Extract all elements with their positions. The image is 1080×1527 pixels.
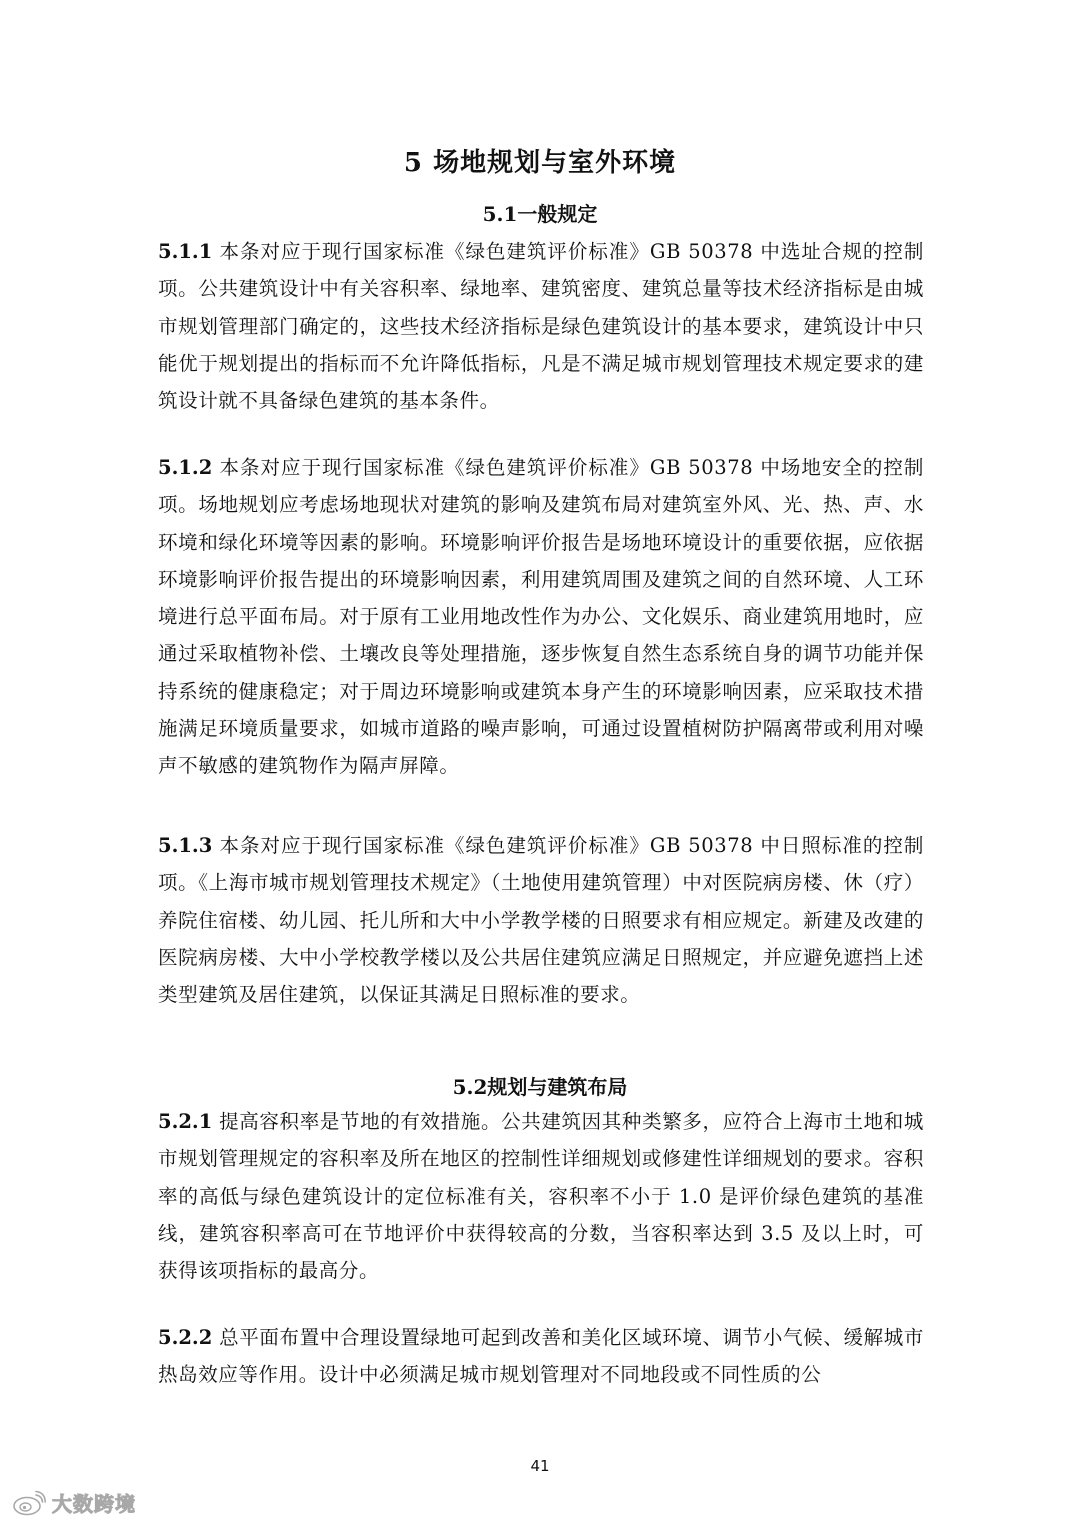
clause-text: 本条对应于现行国家标准《绿色建筑评价标准》GB 50378 中场地安全的控制项。场地规划应考虑场地现状对建筑的影响及建筑布局对建筑室外风、光、热、声、水环境和绿化环境等因素的影响。环境影响评价报告是场地环境设计的重要依据，应依据环境影响评价报告提出的环境影响因素，利用建筑周围及建筑之间的自然环境、人工环境进行总平面布局。对于原有工业用地改性作为办公、文化娱乐、商业建筑用地时，应通过采取植物补偿、土壤改良等处理措施，逐步恢复自然生态系统自身的调节功能并保持系统的健康稳定；对于周边环境影响或建筑本身产生的环境影响因素，应采取技术措施满足环境质量要求，如城市道路的噪声影响，可通过设置植树防护隔离带或利用对噪声不敏感的建筑物作为隔声屏障。 — [158, 456, 924, 778]
clause-paragraph — [158, 449, 924, 785]
clause-number: 5.1.3 — [158, 834, 213, 857]
clause-text: 本条对应于现行国家标准《绿色建筑评价标准》GB 50378 中选址合规的控制项。公共建筑设计中有关容积率、绿地率、建筑密度、建筑总量等技术经济指标是由城市规划管理部门确定的，这些技术经济指标是绿色建筑设计的基本要求，建筑设计中只能优于规划提出的指标而不允许降低指标，凡是不满足城市规划管理技术规定要求的建筑设计就不具备绿色建筑的基本条件。 — [158, 240, 924, 413]
clause-text: 总平面布置中合理设置绿地可起到改善和美化区域环境、调节小气候、缓解城市热岛效应等作用。设计中必须满足城市规划管理对不同地段或不同性质的公 — [158, 1326, 924, 1387]
page-number: 41 — [530, 1457, 550, 1475]
clause-text: 提高容积率是节地的有效措施。公共建筑因其种类繁多，应符合上海市土地和城市规划管理规定的容积率及所在地区的控制性详细规划或修建性详细规划的要求。容积率的高低与绿色建筑设计的定位标准有关，容积率不小于 1.0 是评价绿色建筑的基准线，建筑容积率高可在节地评价中获得较高的分数，当容积率达到 3.5 及以上时，可获得该项指标的最高分。 — [158, 1110, 924, 1283]
chapter-title: 5 场地规划与室外环境 — [403, 148, 677, 178]
clause-number: 5.2.1 — [158, 1110, 213, 1133]
clause-paragraph — [158, 1103, 924, 1289]
section-title-5-1: 5.1一般规定 — [482, 202, 598, 226]
weibo-logo-icon — [12, 1490, 46, 1516]
clause-number: 5.1.2 — [158, 456, 213, 479]
watermark — [12, 1488, 136, 1517]
clause-number: 5.1.1 — [158, 240, 213, 263]
section-title-5-2: 5.2规划与建筑布局 — [452, 1075, 628, 1099]
clause-paragraph — [158, 233, 924, 419]
clause-paragraph — [158, 827, 924, 1013]
watermark-text: 大数跨境 — [52, 1492, 136, 1516]
clause-paragraph — [158, 1319, 924, 1394]
clause-number: 5.2.2 — [158, 1326, 213, 1349]
clause-text: 本条对应于现行国家标准《绿色建筑评价标准》GB 50378 中日照标准的控制项。《上海市城市规划管理技术规定》（土地使用建筑管理）中对医院病房楼、休（疗）养院住宿楼、幼儿园、托儿所和大中小学教学楼的日照要求有相应规定。新建及改建的医院病房楼、大中小学校教学楼以及公共居住建筑应满足日照规定，并应避免遮挡上述类型建筑及居住建筑，以保证其满足日照标准的要求。 — [158, 834, 924, 1007]
